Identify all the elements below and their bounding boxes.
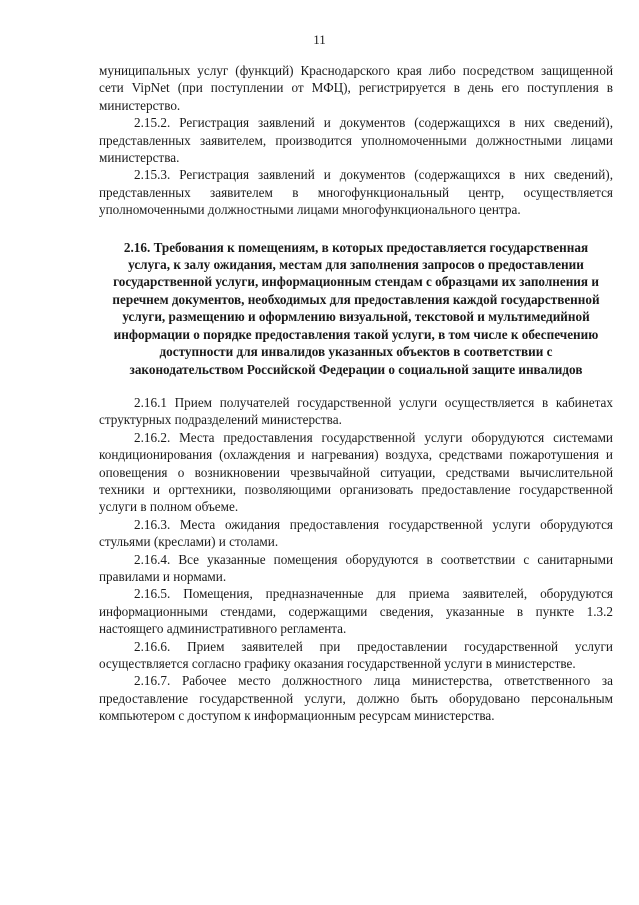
paragraph-2-16-2: 2.16.2. Места предоставления государственной услуги оборудуются системами кондиционирования (охлаждения и нагревания) воздуха, средствами пожаротушения и оповещения о возникновении чрезвычайной ситуации, средствами вычислительной техники и оргтехники, позволяющими организовать предоставление государственной услуги в полном объеме. [99,429,613,515]
paragraph-2-16-5: 2.16.5. Помещения, предназначенные для приема заявителей, оборудуются информационными стендами, содержащими сведения, указанные в пункте 1.3.2 настоящего административного регламента. [99,586,613,637]
section-heading-2-16: 2.16. Требования к помещениям, в которых предоставляется государственная услуга, к залу ожидания, местам для заполнения запросов о предоставлении государственной услуги, информационным стендам с образцами их заполнения и перечнем документов, необходимых для предоставления каждой государственной услуги, размещению и оформлению визуальной, текстовой и мультимедийной информации о порядке предоставления такой услуги, в том числе к обеспечению доступности для инвалидов указанных объектов в соответствии с законодательством Российской Федерации о социальной защите инвалидов [112,239,600,377]
paragraph-2-15-2: 2.15.2. Регистрация заявлений и документов (содержащихся в них сведений), представленных заявителем, производится уполномоченными должностными лицами министерства. [99,115,613,166]
document-body [99,62,613,725]
paragraph-continuation: муниципальных услуг (функций) Краснодарского края либо посредством защищенной сети VipNet (при поступлении от МФЦ), регистрируется в день его поступления в министерство. [99,63,613,113]
paragraph-2-16-4: 2.16.4. Все указанные помещения оборудуются в соответствии с санитарными правилами и нормами. [99,551,613,584]
paragraph-2-16-3: 2.16.3. Места ожидания предоставления государственной услуги оборудуются стульями (креслами) и столами. [99,516,613,550]
paragraph-2-16-6: 2.16.6. Прием заявителей при предоставлении государственной услуги осуществляется согласно графику оказания государственной услуги в министерстве. [99,638,613,671]
paragraph-2-15-3: 2.15.3. Регистрация заявлений и документов (содержащихся в них сведений), представленных заявителем в многофункциональный центр, осуществляется уполномоченными должностными лицами многофункционального центра. [99,167,613,218]
paragraph-2-16-7: 2.16.7. Рабочее место должностного лица министерства, ответственного за предоставление государственной услуги, должно быть оборудовано персональным компьютером с доступом к информационным ресурсам министерства. [99,673,613,724]
page-number: 11 [313,32,326,47]
paragraph-2-16-1: 2.16.1 Прием получателей государственной услуги осуществляется в кабинетах структурных подразделений министерства. [99,394,613,428]
